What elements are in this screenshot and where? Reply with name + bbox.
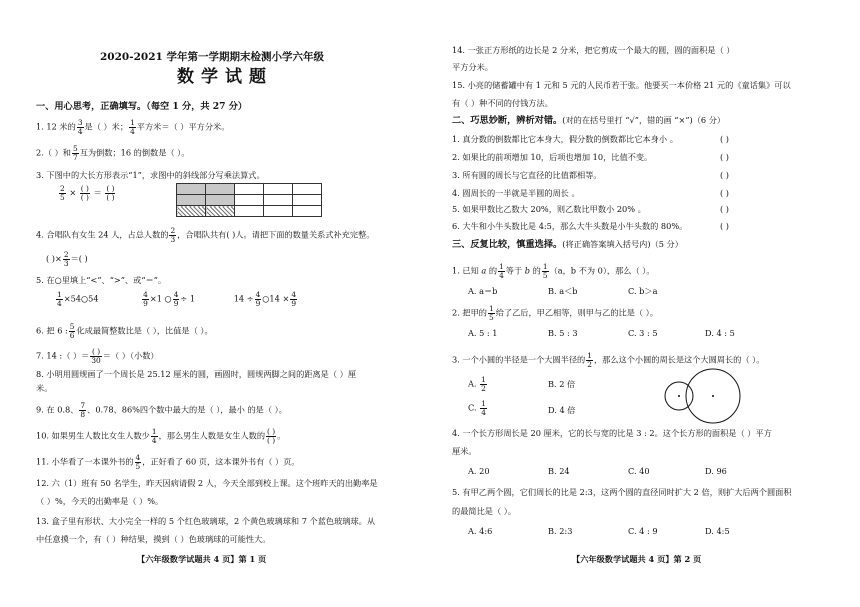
question-4-relation: ( )× $\frac{2}{3}$ ＝( ) bbox=[46, 250, 88, 268]
choice-q5-option-a[interactable]: A. 4:6 bbox=[468, 526, 493, 536]
question-14-line1: 14. 一张正方形纸的边长是 2 分米，把它剪成一个最大的圆，圆的面积是（ ） bbox=[452, 45, 735, 55]
choice-q3-option-b[interactable]: B. 2 倍 bbox=[548, 379, 576, 389]
question-3-formula: $\frac{2}{5}$ × $\frac{( )}{( )}$ ＝ $\frac{( )}{( )}$ bbox=[60, 184, 115, 202]
question-15-line2: 有（ ）种不同的付钱方法。 bbox=[452, 98, 553, 108]
section1-heading: 一、用心思考，正确填写。（每空 1 分，共 27 分） bbox=[36, 101, 248, 112]
choice-q4-option-a[interactable]: A. 20 bbox=[468, 466, 490, 476]
choice-question-4-line1: 4. 一个长方形周长是 20 厘米，它的长与宽的比是 3 : 2。这个长方形的面积是（ ）平方 bbox=[452, 428, 772, 438]
judge-item-1: 1. 真分数的倒数都比它本身大，假分数的倒数都比它本身小 。 bbox=[452, 134, 678, 144]
choice-question-4-line2: 厘米。 bbox=[452, 446, 477, 456]
answer-paren-3[interactable]: ( ) bbox=[720, 170, 729, 180]
question-4: 4. 合唱队有女生 24 人，占总人数的 $\frac{2}{3}$ ，合唱队共有( )人。请把下面的数量关系式补充完整。 bbox=[36, 226, 375, 244]
question-13-line1: 13. 盒子里有形状、大小完全一样的 5 个红色玻璃球，2 个黄色玻璃球和 7 个蓝色玻璃球。从 bbox=[36, 516, 376, 526]
question-2: 2.（ ）和 $\frac{5}{7}$ 互为倒数；16 的倒数是（ ）。 bbox=[36, 144, 190, 162]
school-title: 2020-2021 学年第一学期期末检测小学六年级 bbox=[100, 51, 324, 63]
section2-heading: 二、巧思妙断，辨析对错。(对的在括号里打 “√”，错的画 “×”)（6 分） bbox=[452, 115, 726, 126]
question-9: 9. 在 0.8、 $\frac{7}{8}$ 、0.78、86%四个数中最大的是（ ），最小 的是（ ）。 bbox=[36, 401, 287, 419]
answer-paren-2[interactable]: ( ) bbox=[720, 152, 729, 162]
choice-q3-option-c[interactable]: C. $\frac{1}{4}$ bbox=[468, 399, 486, 417]
question-10: 10. 如果男生人数比女生人数少 $\frac{1}{4}$ ，那么男生人数是女生人数的 $\frac{( )}{( )}$ 。 bbox=[36, 427, 286, 445]
question-6: 6. 把 6 : $\frac{5}{6}$ 化成最简整数比是（ ），比值是（ ）。 bbox=[36, 322, 213, 340]
judge-item-3: 3. 所有圆的周长与它直径的比值都相等。 bbox=[452, 170, 602, 180]
question-5-expressions: $\frac{1}{4}$ ×54○54 $\frac{4}{9}$ ×1 ○ $\frac{4}{9}$ ÷ 1 14 ÷ $\frac{4}{9}$ ○14 × $\frac{4}{9}$ bbox=[57, 290, 297, 308]
choice-q1-option-b[interactable]: B. a＜b bbox=[548, 286, 578, 296]
question-15-line1: 15. 小亮的储蓄罐中有 1 元和 5 元的人民币若干张。他要买一本价格 21 元的《童话集》可以 bbox=[452, 80, 791, 90]
choice-q2-option-b[interactable]: B. 5 : 3 bbox=[548, 328, 578, 338]
answer-paren-4[interactable]: ( ) bbox=[720, 188, 729, 198]
answer-paren-5[interactable]: ( ) bbox=[720, 204, 729, 214]
choice-q5-option-d[interactable]: D. 4:5 bbox=[705, 526, 730, 536]
choice-question-5-line1: 5. 有甲乙两个圆，它们周长的比是 2:3，这两个圆的直径同时扩大 2 倍，则扩大后两个圆面积 bbox=[452, 487, 792, 497]
two-circles-figure bbox=[662, 368, 752, 428]
choice-q1-option-a[interactable]: A. a＝b bbox=[468, 286, 498, 296]
section3-heading: 三、反复比较，慎重选择。(将正确答案填入括号内)（5 分） bbox=[452, 239, 683, 250]
question-1: 1. 12 米的 $\frac{3}{4}$ 是（ ）米； $\frac{1}{4}$ 平方米＝（ ）平方分米。 bbox=[36, 118, 230, 136]
judge-item-5: 5. 如果甲数比乙数大 20%，则乙数比甲数小 20% 。 bbox=[452, 204, 646, 214]
question-8-line2: 米。 bbox=[36, 383, 53, 393]
choice-q5-option-b[interactable]: B. 2:3 bbox=[548, 526, 573, 536]
choice-q3-option-d[interactable]: D. 4 倍 bbox=[548, 405, 576, 415]
question-7: 7. 14 :（ ）＝ $\frac{( )}{30}$ ＝（ ）（小数） bbox=[36, 347, 159, 365]
choice-q5-option-c[interactable]: C. 4 : 9 bbox=[628, 526, 658, 536]
answer-paren-1[interactable]: ( ) bbox=[720, 134, 729, 144]
question-11: 11. 小华看了一本课外书的 $\frac{4}{5}$ ，正好看了 60 页，这本课外书有（ ）页。 bbox=[36, 453, 300, 471]
judge-item-2: 2. 如果比的前项增加 10，后项也增加 10，比值不变。 bbox=[452, 152, 653, 162]
footer-right: 【六年级数学试题共 4 页】第 2 页 bbox=[572, 554, 702, 564]
question-13-line2: 中任意摸一个，有（ ）种结果，摸到（ ）色玻璃球的可能性大。 bbox=[36, 534, 271, 544]
choice-q2-option-a[interactable]: A. 5 : 1 bbox=[468, 328, 498, 338]
choice-q1-option-c[interactable]: C. b＞a bbox=[628, 286, 658, 296]
choice-question-1: 1. 已知 a 的 $\frac{1}{4}$ 等于 b 的 $\frac{1}{5}$ （a，b 不为 0），那么（ ）。 bbox=[452, 262, 655, 280]
choice-q4-option-d[interactable]: D. 96 bbox=[705, 466, 727, 476]
choice-q4-option-c[interactable]: C. 40 bbox=[628, 466, 650, 476]
choice-question-2: 2. 把甲的 $\frac{1}{5}$ 给了乙后，甲乙相等，则甲与乙的比是（ ）。 bbox=[452, 304, 658, 322]
answer-paren-6[interactable]: ( ) bbox=[720, 221, 729, 231]
footer-left: 【六年级数学试题共 4 页】第 1 页 bbox=[137, 554, 267, 564]
question-12-line1: 12. 六（1）班有 50 名学生，昨天因病请假 2 人，今天全部到校上课。这个班昨天的出勤率是 bbox=[36, 478, 378, 488]
exam-title: 数学试题 bbox=[177, 67, 273, 87]
choice-question-5-line2: 的最简比是（ ）。 bbox=[452, 506, 517, 516]
question-3: 3. 下图中的大长方形表示“1”，求图中的斜线部分写乘法算式。 bbox=[36, 170, 265, 180]
question-5: 5. 在○里填上“<”、“>”、或“＝”。 bbox=[36, 275, 167, 285]
choice-q3-option-a[interactable]: A. $\frac{1}{2}$ bbox=[468, 375, 486, 393]
question-8-line1: 8. 小明用圆规画了一个周长是 25.12 厘米的圆，画圆时，圆规两脚之间的距离是（ ）厘 bbox=[36, 369, 357, 379]
choice-question-3: 3. 一个小圆的半径是一个大圆半径的 $\frac{1}{2}$ ，那么这个小圆的周长是这个大圆周长的（ ）。 bbox=[452, 351, 765, 369]
choice-q2-option-c[interactable]: C. 3 : 5 bbox=[628, 328, 658, 338]
choice-q4-option-b[interactable]: B. 24 bbox=[548, 466, 570, 476]
question-3-rectangle-figure bbox=[176, 183, 322, 217]
judge-item-6: 6. 大牛和小牛头数比是 4:5，那么大牛头数是小牛头数的 80%。 bbox=[452, 221, 688, 231]
judge-item-4: 4. 圆周长的一半就是半圆的周长 。 bbox=[452, 188, 580, 198]
question-12-line2: （ ）%，今天的出勤率是（ ）%。 bbox=[36, 496, 164, 506]
question-14-line2: 平方分米。 bbox=[452, 62, 493, 72]
choice-q2-option-d[interactable]: D. 4 : 5 bbox=[705, 328, 735, 338]
